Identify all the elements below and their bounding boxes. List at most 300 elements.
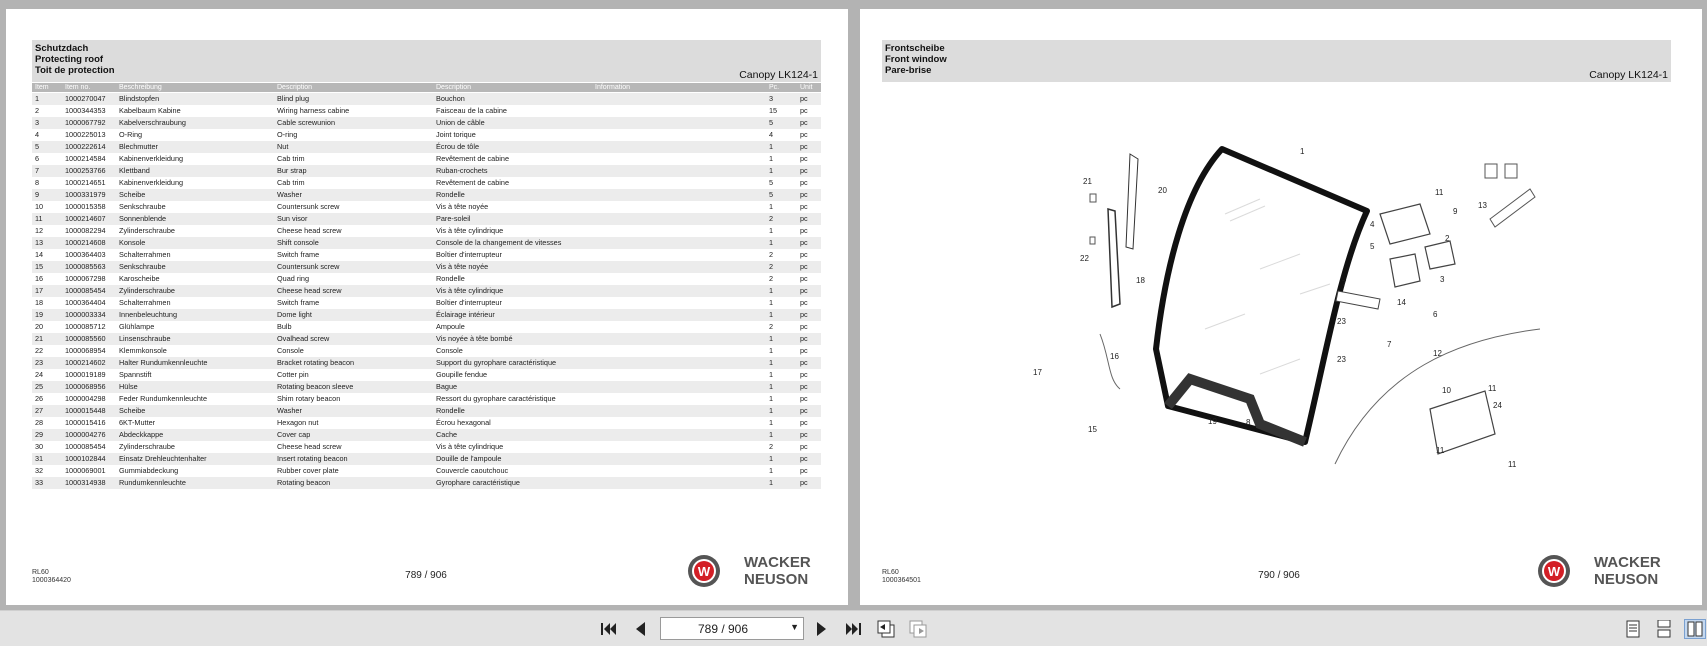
callout-label: 13: [1478, 201, 1487, 210]
cell-desc-de: Kabelbaum Kabine: [119, 106, 181, 115]
go-back-icon: [876, 620, 896, 638]
cell-unit: pc: [800, 322, 808, 331]
cell-desc-fr: Bouchon: [436, 94, 465, 103]
cell-item: 7: [35, 166, 40, 175]
console-part: [1425, 241, 1455, 269]
cell-item: 9: [35, 190, 40, 199]
table-row: [32, 129, 821, 141]
cell-item: 20: [35, 322, 44, 331]
cell-item: 25: [35, 382, 44, 391]
last-page-icon: [844, 621, 862, 637]
table-row: [32, 369, 821, 381]
nut-part: [1090, 237, 1095, 244]
cell-desc-fr: Ruban-crochets: [436, 166, 488, 175]
cell-qty: 1: [769, 286, 774, 295]
cell-desc-de: Kabinenverkleidung: [119, 178, 184, 187]
callout-label: 8: [1246, 418, 1251, 427]
cell-item: 32: [35, 466, 44, 475]
cell-qty: 5: [769, 118, 774, 127]
cell-desc-de: Hülse: [119, 382, 138, 391]
callout-label: 1: [1300, 147, 1305, 156]
cell-desc-fr: Vis noyée à tête bombé: [436, 334, 513, 343]
table-row: [32, 165, 821, 177]
cell-unit: pc: [800, 286, 808, 295]
cell-item: 31: [35, 454, 44, 463]
cell-desc-fr: Union de câble: [436, 118, 485, 127]
callout-label: 16: [1110, 352, 1119, 361]
cell-item: 10: [35, 202, 44, 211]
cell-qty: 1: [769, 346, 774, 355]
cell-item-no: 1000067298: [65, 274, 106, 283]
first-page-button[interactable]: [598, 619, 620, 639]
document-page-right: [860, 9, 1702, 605]
last-page-button[interactable]: [842, 619, 864, 639]
page-number-input[interactable]: [661, 618, 785, 639]
model-name: Canopy LK124-1: [1589, 69, 1668, 81]
cell-desc-de: Linsenschraube: [119, 334, 171, 343]
table-row: [32, 201, 821, 213]
callout-label: 21: [1083, 177, 1092, 186]
callout-label: 20: [1158, 186, 1167, 195]
cell-desc-de: Konsole: [119, 238, 146, 247]
table-row: [32, 249, 821, 261]
table-row: [32, 453, 821, 465]
cell-desc-en: Cheese head screw: [277, 226, 342, 235]
page-number: 790 / 906: [1258, 570, 1300, 581]
cell-desc-fr: Vis à tête cylindrique: [436, 286, 504, 295]
cell-desc-de: Zylinderschraube: [119, 226, 175, 235]
cell-item: 24: [35, 370, 44, 379]
cell-qty: 1: [769, 226, 774, 235]
cell-qty: 1: [769, 358, 774, 367]
title-english: Protecting roof: [35, 54, 104, 65]
cell-qty: 1: [769, 310, 774, 319]
table-row: [32, 117, 821, 129]
cell-unit: pc: [800, 118, 808, 127]
cell-desc-fr: Support du gyrophare caractéristique: [436, 358, 557, 367]
cell-desc-de: Karoscheibe: [119, 274, 160, 283]
cell-qty: 1: [769, 202, 774, 211]
footer-model: RL60: [32, 569, 49, 576]
cell-desc-en: Cheese head screw: [277, 442, 342, 451]
callout-label: 17: [1033, 368, 1042, 377]
cell-desc-fr: Revêtement de cabine: [436, 154, 510, 163]
cell-unit: pc: [800, 250, 808, 259]
logo-text-line2: NEUSON: [1594, 571, 1659, 588]
callout-label: 7: [1387, 340, 1392, 349]
callout-label: 5: [1370, 242, 1375, 251]
footer-doc-number: 1000364501: [882, 577, 921, 584]
cell-desc-fr: Goupille fendue: [436, 370, 488, 379]
go-forward-button[interactable]: [907, 619, 929, 639]
table-row: [32, 141, 821, 153]
cell-item-no: 1000085454: [65, 286, 106, 295]
cell-item: 14: [35, 250, 44, 259]
table-row: [32, 261, 821, 273]
table-row: [32, 93, 821, 105]
switch-frame-part: [1380, 204, 1430, 244]
cell-unit: pc: [800, 406, 808, 415]
cell-qty: 1: [769, 298, 774, 307]
cell-desc-en: Dome light: [277, 310, 312, 319]
wacker-neuson-logo: [688, 550, 828, 590]
table-row: [32, 225, 821, 237]
document-page-left: [6, 9, 848, 605]
table-row: [32, 405, 821, 417]
cell-qty: 1: [769, 406, 774, 415]
footer-code: [32, 569, 71, 585]
cell-desc-en: Countersunk screw: [277, 202, 340, 211]
cell-item-no: 1000068954: [65, 346, 106, 355]
title-german: Schutzdach: [35, 43, 89, 54]
exploded-parts-diagram: [960, 119, 1600, 519]
table-row: [32, 333, 821, 345]
cell-item-no: 1000015358: [65, 202, 106, 211]
cell-desc-en: Cheese head screw: [277, 286, 342, 295]
table-row: [32, 429, 821, 441]
cell-item-no: 1000214608: [65, 238, 106, 247]
cell-desc-en: Sun visor: [277, 214, 308, 223]
cell-qty: 5: [769, 178, 774, 187]
callout-label: 11: [1488, 384, 1497, 393]
col-info: Information: [595, 84, 631, 91]
cylinder-part: [1490, 189, 1535, 227]
cell-desc-de: Zylinderschraube: [119, 442, 175, 451]
facing-pages-view-icon: [1687, 620, 1703, 638]
first-page-icon: [600, 621, 618, 637]
cell-desc-fr: Ampoule: [436, 322, 465, 331]
cell-desc-en: Bracket rotating beacon: [277, 358, 355, 367]
callout-label: 23: [1337, 317, 1346, 326]
cell-desc-fr: Douille de l'ampoule: [436, 454, 502, 463]
cell-desc-de: Kabelverschraubung: [119, 118, 186, 127]
cell-desc-de: O-Ring: [119, 130, 143, 139]
cell-item: 4: [35, 130, 40, 139]
cell-desc-en: Washer: [277, 190, 302, 199]
cell-item-no: 1000102844: [65, 454, 106, 463]
cell-desc-en: Cab trim: [277, 154, 305, 163]
callout-label: 2: [1445, 234, 1450, 243]
title-english: Front window: [885, 54, 947, 65]
cell-item: 8: [35, 178, 40, 187]
cell-item-no: 1000085712: [65, 322, 106, 331]
cell-desc-fr: Écrou hexagonal: [436, 418, 491, 427]
cell-desc-en: Bulb: [277, 322, 292, 331]
cell-desc-de: Abdeckkappe: [119, 430, 164, 439]
cell-item: 30: [35, 442, 44, 451]
cell-unit: pc: [800, 442, 808, 451]
cell-unit: pc: [800, 166, 808, 175]
cell-item-no: 1000085560: [65, 334, 106, 343]
cell-unit: pc: [800, 262, 808, 271]
cell-item: 11: [35, 214, 43, 223]
cell-item: 3: [35, 118, 40, 127]
cell-qty: 1: [769, 466, 774, 475]
cell-desc-en: Countersunk screw: [277, 262, 340, 271]
table-row: [32, 273, 821, 285]
cell-unit: pc: [800, 430, 808, 439]
cell-unit: pc: [800, 106, 808, 115]
table-row: [32, 237, 821, 249]
page-number: 789 / 906: [405, 570, 447, 581]
callout-label: 24: [1493, 401, 1502, 410]
cell-desc-de: Gummiabdeckung: [119, 466, 179, 475]
cell-qty: 1: [769, 334, 774, 343]
cell-qty: 5: [769, 190, 774, 199]
cell-item-no: 1000270047: [65, 94, 106, 103]
cell-desc-de: Scheibe: [119, 190, 146, 199]
go-back-button[interactable]: [875, 619, 897, 639]
table-row: [32, 441, 821, 453]
footer-code: [882, 569, 921, 585]
cell-desc-en: Washer: [277, 406, 302, 415]
cell-item: 29: [35, 430, 44, 439]
table-row: [32, 297, 821, 309]
cell-desc-en: Wiring harness cabine: [277, 106, 350, 115]
callout-label: 11: [1435, 188, 1444, 197]
cell-item-no: 1000331979: [65, 190, 106, 199]
cell-qty: 3: [769, 94, 774, 103]
cell-qty: 1: [769, 166, 774, 175]
cell-desc-de: Innenbeleuchtung: [119, 310, 178, 319]
wiper-arm: [1108, 209, 1120, 307]
callout-label: 18: [1136, 276, 1145, 285]
callout-label: 12: [1433, 349, 1442, 358]
cell-qty: 1: [769, 394, 774, 403]
cell-unit: pc: [800, 370, 808, 379]
cell-desc-fr: Écrou de tôle: [436, 142, 479, 151]
cell-desc-en: Rubber cover plate: [277, 466, 339, 475]
table-row: [32, 321, 821, 333]
cell-desc-fr: Boîtier d'interrupteur: [436, 298, 502, 307]
cell-item-no: 1000225013: [65, 130, 106, 139]
cell-qty: 2: [769, 322, 774, 331]
cell-unit: pc: [800, 190, 808, 199]
cell-desc-en: Shim rotary beacon: [277, 394, 341, 403]
cell-unit: pc: [800, 394, 808, 403]
table-row: [32, 189, 821, 201]
cell-desc-de: Schalterrahmen: [119, 250, 171, 259]
cell-item-no: 1000364403: [65, 250, 106, 259]
cell-desc-fr: Gyrophare caractéristique: [436, 478, 520, 487]
cell-desc-fr: Rondelle: [436, 274, 465, 283]
cell-item: 28: [35, 418, 44, 427]
callout-label: 4: [1370, 220, 1375, 229]
cell-desc-en: Blind plug: [277, 94, 310, 103]
callout-label: 11: [1436, 446, 1445, 455]
table-row: [32, 153, 821, 165]
cell-desc-de: Senkschraube: [119, 202, 166, 211]
cell-desc-en: O-ring: [277, 130, 298, 139]
logo-mark-letter: W: [697, 564, 711, 579]
cell-item: 16: [35, 274, 44, 283]
wacker-neuson-logo: [1538, 550, 1678, 590]
table-row: [32, 213, 821, 225]
previous-page-icon: [634, 621, 648, 637]
cell-qty: 1: [769, 418, 774, 427]
cell-item-no: 1000085454: [65, 442, 106, 451]
cell-unit: pc: [800, 346, 808, 355]
table-header: [32, 83, 821, 92]
cell-desc-de: Halter Rundumkennleuchte: [119, 358, 208, 367]
callout-label: 15: [1088, 425, 1097, 434]
cell-desc-en: Hexagon nut: [277, 418, 319, 427]
table-row: [32, 285, 821, 297]
next-page-icon: [814, 621, 828, 637]
table-row: [32, 465, 821, 477]
logo-mark-letter: W: [1547, 564, 1561, 579]
cell-desc-fr: Revêtement de cabine: [436, 178, 510, 187]
cell-desc-en: Switch frame: [277, 250, 320, 259]
cell-item-no: 1000015448: [65, 406, 106, 415]
cell-unit: pc: [800, 274, 808, 283]
title-french: Toit de protection: [35, 65, 115, 76]
cell-qty: 1: [769, 142, 774, 151]
shift-console-part: [1390, 254, 1420, 287]
previous-page-button[interactable]: [630, 619, 652, 639]
cell-unit: pc: [800, 130, 808, 139]
col-qty: Pc.: [769, 84, 780, 91]
cell-item: 12: [35, 226, 44, 235]
cell-desc-de: Spannstift: [119, 370, 152, 379]
cell-desc-fr: Vis à tête cylindrique: [436, 442, 504, 451]
table-row: [32, 345, 821, 357]
cell-qty: 2: [769, 274, 774, 283]
cell-item: 22: [35, 346, 44, 355]
cell-item: 13: [35, 238, 44, 247]
cell-unit: pc: [800, 94, 808, 103]
cell-item: 2: [35, 106, 40, 115]
cell-item-no: 1000214584: [65, 154, 106, 163]
col-desc-en: Description: [277, 84, 313, 91]
cell-item-no: 1000004276: [65, 430, 106, 439]
cell-item-no: 1000015416: [65, 418, 106, 427]
cell-qty: 1: [769, 370, 774, 379]
cell-qty: 1: [769, 454, 774, 463]
single-page-view-button[interactable]: [1622, 619, 1644, 639]
cell-unit: pc: [800, 298, 808, 307]
cell-desc-en: Cab trim: [277, 178, 305, 187]
cell-desc-fr: Boîtier d'interrupteur: [436, 250, 502, 259]
chevron-down-icon[interactable]: ▼: [790, 622, 799, 632]
table-row: [32, 177, 821, 189]
cell-item-no: 1000214602: [65, 358, 106, 367]
col-unit: Unit: [800, 84, 813, 91]
title-german: Frontscheibe: [885, 43, 945, 54]
cell-qty: 2: [769, 262, 774, 271]
cell-desc-en: Quad ring: [277, 274, 310, 283]
facing-pages-view-button[interactable]: [1684, 619, 1706, 639]
cell-item-no: 1000082294: [65, 226, 106, 235]
cell-qty: 1: [769, 238, 774, 247]
go-forward-icon: [908, 620, 928, 638]
page-selector[interactable]: [660, 617, 804, 640]
cell-desc-en: Insert rotating beacon: [277, 454, 348, 463]
cell-unit: pc: [800, 202, 808, 211]
table-row: [32, 357, 821, 369]
cell-desc-en: Bur strap: [277, 166, 307, 175]
cell-desc-de: Zylinderschraube: [119, 286, 175, 295]
cell-desc-de: Glühlampe: [119, 322, 155, 331]
cell-unit: pc: [800, 334, 808, 343]
single-page-view-icon: [1625, 620, 1641, 638]
footer-doc-number: 1000364420: [32, 577, 71, 584]
model-name: Canopy LK124-1: [739, 69, 818, 81]
cell-desc-en: Console: [277, 346, 304, 355]
cell-qty: 15: [769, 106, 778, 115]
cell-desc-fr: Vis à tête cylindrique: [436, 226, 504, 235]
cell-item-no: 1000253766: [65, 166, 106, 175]
cell-desc-fr: Pare-soleil: [436, 214, 471, 223]
screw-part: [1090, 194, 1096, 202]
next-page-button[interactable]: [810, 619, 832, 639]
logo-text-line2: NEUSON: [744, 571, 809, 588]
cell-item: 15: [35, 262, 44, 271]
cell-qty: 1: [769, 478, 774, 487]
cell-unit: pc: [800, 418, 808, 427]
col-desc-de: Beschreibung: [119, 84, 162, 91]
cell-desc-fr: Cache: [436, 430, 458, 439]
table-row: [32, 105, 821, 117]
cell-qty: 2: [769, 442, 774, 451]
cell-desc-de: 6KT-Mutter: [119, 418, 156, 427]
cell-unit: pc: [800, 478, 808, 487]
cell-qty: 4: [769, 130, 774, 139]
cell-item-no: 1000003334: [65, 310, 106, 319]
cell-desc-de: Blechmutter: [119, 142, 158, 151]
cell-unit: pc: [800, 310, 808, 319]
wiper-blade: [1126, 154, 1138, 249]
cell-desc-de: Schalterrahmen: [119, 298, 171, 307]
viewer-toolbar: [0, 610, 1707, 646]
cap-part: [1505, 164, 1517, 178]
cell-item: 18: [35, 298, 44, 307]
cell-unit: pc: [800, 238, 808, 247]
cell-item: 6: [35, 154, 40, 163]
callout-label: 3: [1440, 275, 1445, 284]
cell-unit: pc: [800, 358, 808, 367]
cell-desc-en: Shift console: [277, 238, 319, 247]
cell-desc-de: Sonnenblende: [119, 214, 167, 223]
callout-label: 14: [1397, 298, 1406, 307]
cell-item: 26: [35, 394, 44, 403]
continuous-view-button[interactable]: [1653, 619, 1675, 639]
callout-label: 19: [1208, 417, 1217, 426]
cell-desc-fr: Console de la changement de vitesses: [436, 238, 562, 247]
callout-label: 9: [1453, 207, 1458, 216]
cap-part: [1485, 164, 1497, 178]
col-item-no: Item no.: [65, 84, 91, 91]
cell-unit: pc: [800, 142, 808, 151]
cell-desc-de: Blindstopfen: [119, 94, 160, 103]
cell-desc-fr: Vis à tête noyée: [436, 262, 489, 271]
cell-item-no: 1000085563: [65, 262, 106, 271]
cell-item: 17: [35, 286, 44, 295]
cell-item: 23: [35, 358, 44, 367]
cell-unit: pc: [800, 226, 808, 235]
cell-unit: pc: [800, 214, 808, 223]
cell-desc-en: Nut: [277, 142, 289, 151]
footer-model: RL60: [882, 569, 899, 576]
cell-item-no: 1000214607: [65, 214, 106, 223]
col-desc-fr: Description: [436, 84, 472, 91]
cell-unit: pc: [800, 178, 808, 187]
cell-desc-en: Switch frame: [277, 298, 320, 307]
callout-label: 6: [1433, 310, 1438, 319]
callout-label: 7: [1342, 279, 1347, 288]
cell-desc-de: Scheibe: [119, 406, 146, 415]
logo-text-line1: WACKER: [1594, 554, 1661, 571]
